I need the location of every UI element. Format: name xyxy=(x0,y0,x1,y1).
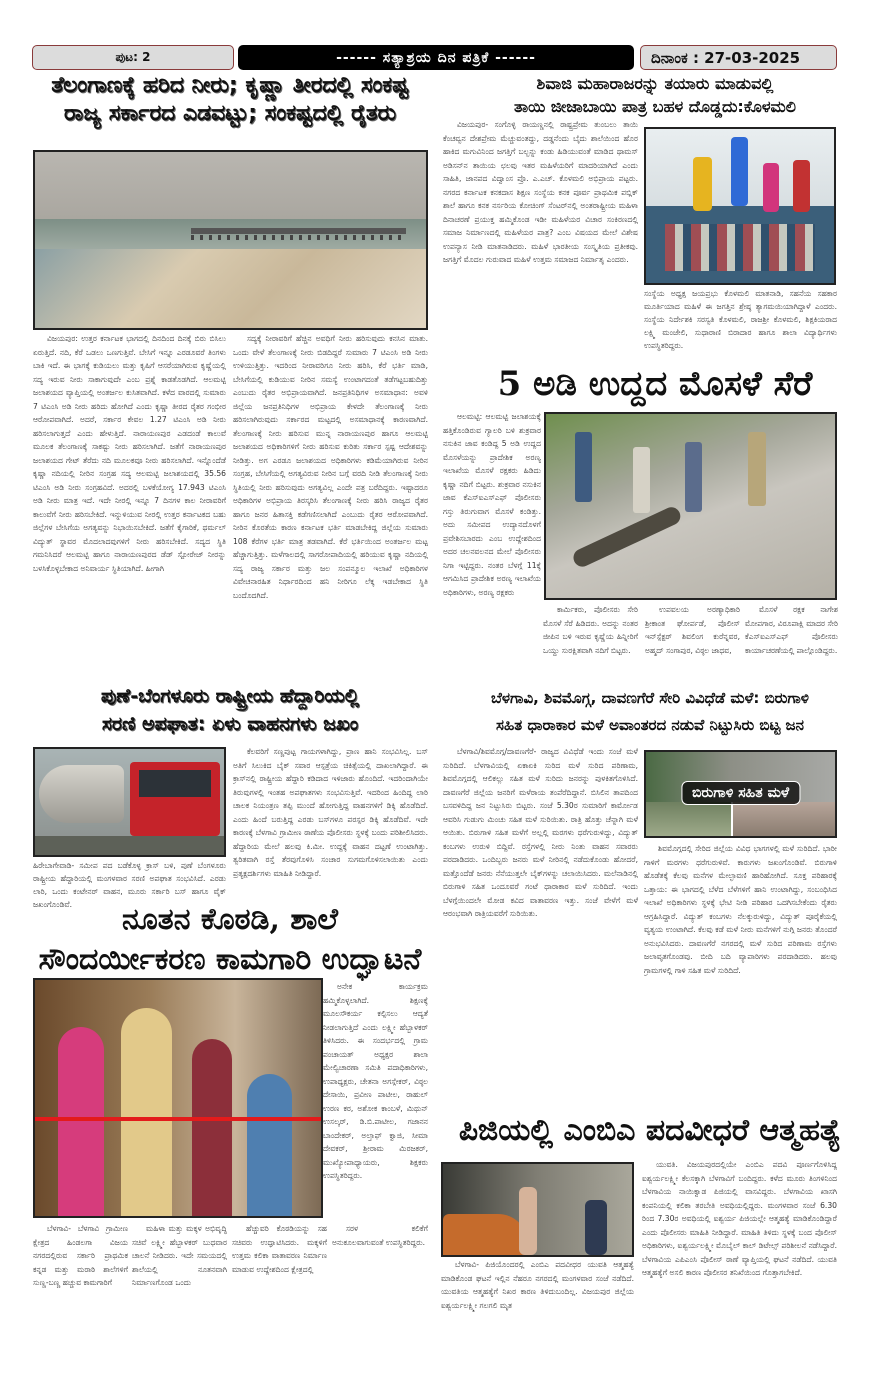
river-photo xyxy=(33,150,428,330)
classroom-body-col2: ಮಹಿಳಾ ಮತ್ತು ಮಕ್ಕಳ ಅಭಿವೃದ್ಧಿ ಸಚಿವೆ ಲಕ್ಷ್ಮೀ ಹೆಬ್ಬಾಳಕರ್ ಬುಧವಾರ ಚಾಲನೆ ನೀಡಿದರು. ಇದೇ ಸಮಯದಲ್ಲಿ ಶಾಲೆಯಲ್ಲಿ ನೂತನವಾಗಿ ನಿರ್ಮಾಣಗೊಂಡ ಒಂದು xyxy=(132,1224,227,1287)
classroom-body-col4: ಸರಳ ಕಲಿಕೆಗೆ ಅನುಕೂಲವಾಗುವಂತೆ ಉಪಸ್ಥಿತರಿದ್ದರು. xyxy=(332,1224,428,1247)
rain-body: ಬೆಳಗಾವಿ/ಶಿವಮೊಗ್ಗ/ದಾವಣಗೆರೆ- ರಾಜ್ಯದ ವಿವಿಧೆಡೆ ಇಂದು ಸಂಜೆ ಮಳೆ ಸುರಿದಿದೆ. ಬೆಳಗಾವಿಯಲ್ಲಿ ಏಕಾಏಕಿ ಸುರಿದ ಮಳೆ ಸುರಿದ ಪರಿಣಾಮ, ಶಿವಮೊಗ್ಗದಲ್ಲಿ ಆಲಿಕಲ್ಲು ಸಹಿತ ಮಳೆ ಸುರಿದು ಜನರನ್ನು ಪುಳಕಿತಗೊಳಿಸಿದೆ. ದಾವಣಗೆರೆ ಜಿಲ್ಲೆಯ ಜನರಿಗೆ ಮಳೆರಾಯ ತಂಪೆರೆದಿದ್ದಾನೆ. ಬಿಸಿಲಿನ ತಾಪದಿಂದ ಬಸವಳಿದಿದ್ದ ಜನ ನಿಟ್ಟುಸಿರು ಬಿಟ್ಟರು. ಸಂಜೆ 5.30ರ ಸುಮಾರಿಗೆ ಕಾರ್ಮೋಡ ಆವರಿಸಿ ಗುಡುಗು ಮಿಂಚು ಸಹಿತ ಮಳೆ ಸುರಿಯಿತು. ರಾತ್ರಿ ಹೊತ್ತು ಚೆನ್ನಾಗಿ ಮಳೆ ಆಯಿತು. ಬಿರುಗಾಳಿ ಸಹಿತ ಮಳೆಗೆ ಅಲ್ಲಲ್ಲಿ ಮರಗಳು ಧರೆಗುರುಳಿದ್ದು, ವಿದ್ಯುತ್ ಕಂಬಗಳು ಉರುಳಿ ಬಿದ್ದಿವೆ. ರಸ್ತೆಗಳಲ್ಲಿ ನೀರು ನಿಂತು ವಾಹನ ಸವಾರರು ಪರದಾಡಿದರು. ಒಂದಿಬ್ಬರು ಜನರು ಮಳೆ ನೀರಿನಲ್ಲಿ ನಡೆದುಕೊಂಡು ಹೋದರೆ, ಮತ್ತೊಂದೆಡೆ ಜನರು ನೆನೆಯುತ್ತಲೇ ಬೈಕ್‌ಗಳನ್ನು ಚಲಾಯಿಸಿದರು. ಮಲೆನಾಡಿನಲ್ಲಿ ಬಿರುಗಾಳಿ ಸಹಿತ ಒಂದೂವರೆ ಗಂಟೆ ಧಾರಾಕಾರ ಮಳೆ ಸುರಿದಿದೆ. ಇಂದು ಬೆಳಗ್ಗೆಯಿಂದಲೇ ಮೋಡ ಕವಿದ ವಾತಾವರಣ ಇತ್ತು. ಸಂಜೆ ವೇಳೆಗೆ ಮಳೆ ಆರಂಭವಾಗಿ ರಾತ್ರಿಯವರೆಗೆ ಸುರಿಯಿತು. xyxy=(443,747,638,918)
shivaji-headline xyxy=(440,72,870,118)
shivaji-headline-line2: ತಾಯಿ ಜೀಜಾಬಾಯಿ ಪಾತ್ರ ಬಹಳ ದೊಡ್ಡದು:ಕೊಳಮಲಿ xyxy=(514,97,796,116)
crocodile-photo xyxy=(544,412,837,600)
telangana-body-col1: ವಿಜಯಪುರ: ಉತ್ತರ ಕರ್ನಾಟಕ ಭಾಗದಲ್ಲಿ ದಿನದಿಂದ ದಿನಕ್ಕೆ ಬಿರು ಬಿಸಿಲು ಏರುತ್ತಿದೆ. ನದಿ, ಕೆರೆ ಒಡಲು ಒಣಗುತ್ತಿವೆ. ಬೇಸಿಗೆ ಇನ್ನೂ ಎರಡೂವರೆ ತಿಂಗಳು ಬಾಕಿ ಇದೆ. ಈ ಭಾಗಕ್ಕೆ ಕುಡಿಯಲು ಮತ್ತು ಕೃಷಿಗೆ ಆಸರೆಯಾಗಿರುವ ಕೃಷ್ಣೆಯಲ್ಲಿ ಸದ್ಯ ಇರುವ ನೀರು ಸಾಕಾಗುವುದೇ ಎಂಬ ಪ್ರಶ್ನೆ ಕಾಡತೊಡಗಿದೆ. ಆಲಮಟ್ಟಿ ಜಲಾಶಯದ ವ್ಯಾಪ್ತಿಯಲ್ಲಿ ಅಂತರ್ಜಲ ಕುಸಿತವಾಗಿದೆ. ಕಳೆದ ವಾರದಲ್ಲಿ ಸುಮಾರು 7 ಟಿಎಂಸಿ ಅಡಿ ನೀರು ಹರಿದು ಹೋಗಿದೆ ಎಂದು ಕೃಷ್ಣಾ ತೀರದ ರೈತರ ಗಂಭೀರ ಆರೋಪವಾಗಿದೆ. ಅದರೆ, ಸರ್ಕಾರ ಕೇವಲ 1.27 ಟಿಎಂಸಿ ಅಡಿ ನೀರು ಹರಿಸಲಾಗುತ್ತದೆ ಎಂದು ಹೇಳುತ್ತಿದೆ. ನಾರಾಯಣಪುರ ಎಡದಂಡೆ ಕಾಲುವೆ ಮೂಲಕ ತೆಲಂಗಾಣಕ್ಕೆ ಸಾಕಷ್ಟು ನೀರು ಹರಿಸಲಾಗಿದೆ. ಜತೆಗೆ ನಾರಾಯಣಪುರ ಜಲಾಶಯದ ಗೇಟ್ ತೆರೆದು ನದಿ ಮೂಲಕವೂ ನೀರು ಹರಿಸಲಾಗಿದೆ. ಇನ್ನೊಂದೆಡೆ ಕೃಷ್ಣಾ ನದಿಯಲ್ಲಿ ನೀರಿನ ಸಂಗ್ರಹ ಸದ್ಯ ಆಲಮಟ್ಟಿ ಜಲಾಶಯದಲ್ಲಿ 35.56 ಟಿಎಂಸಿ ಅಡಿ ನೀರು ಸಂಗ್ರಹವಿದೆ. ಅದರಲ್ಲಿ ಬಳಕೆಯೋಗ್ಯ 17.943 ಟಿಎಂಸಿ ಅಡಿ ನೀರು ಮಾತ್ರ ಇದೆ. ಇದೇ ನೀರಲ್ಲಿ ಇನ್ನೂ 7 ದಿನಗಳ ಕಾಲ ನೀರಾವರಿಗೆ ಕಾಲುವೆಗೆ ನೀರು ಹರಿಸಬೇಕಿದೆ. ಇನ್ನುಳಿಯುವ ನೀರಲ್ಲಿ ಉತ್ತರ ಕರ್ನಾಟಕದ ಬಹು ಜಿಲ್ಲೆಗಳ ಬೇಸಿಗೆಯ ಅಗತ್ಯವನ್ನು ನಿಭಾಯಿಸಬೇಕಿದೆ. ಜತೆಗೆ ಕೈಗಾರಿಕೆ, ಥರ್ಮಲ್ ವಿದ್ಯುತ್ ಸ್ಥಾವರ ಮೊದಲಾದವುಗಳಿಗೆ ನೀರು ಹರಿಸಬೇಕಿದೆ. ಸದ್ಯದ ಸ್ಥಿತಿ ಗಮನಿಸಿದರೆ ಆಲಮಟ್ಟಿ ಹಾಗೂ ನಾರಾಯಣಪುರದ ಡೆಡ್ ಸ್ಟೋರೇಜ್ ನೀರನ್ನು ಬಳಸಿಕೊಳ್ಳಬೇಕಾದ ಅನಿವಾರ್ಯ ಸ್ಥಿತಿಯಾಗಿದೆ. ಹೀಗಾಗಿ xyxy=(33,334,226,573)
rain-photo-label: ಬಿರುಗಾಳಿ ಸಹಿತ ಮಳೆ xyxy=(681,781,800,805)
telangana-headline-line2: ರಾಜ್ಯ ಸರ್ಕಾರದ ಎಡವಟ್ಟು; ಸಂಕಷ್ಟದಲ್ಲಿ ರೈತರು xyxy=(63,100,397,126)
crocodile-headline: 5 ಅಡಿ ಉದ್ದದ ಮೊಸಳೆ ಸೆರೆ xyxy=(497,364,813,404)
classroom-side-col: ಅನೇಕ ಕಾರ್ಯಕ್ರಮ ಹಮ್ಮಿಕೊಳ್ಳಲಾಗಿದೆ. ಶಿಕ್ಷಣಕ್ಕೆ ಮೂಲಸೌಕರ್ಯ ಕಲ್ಪಿಸಲು ಆದ್ಯತೆ ನೀಡಲಾಗುತ್ತಿದೆ ಎಂದು ಲಕ್ಷ್ಮೀ ಹೆಬ್ಬಾಳಕರ್ ತಿಳಿಸಿದರು. ಈ ಸಂದರ್ಭದಲ್ಲಿ ಗ್ರಾಮ ಪಂಚಾಯತ್ ಅಧ್ಯಕ್ಷರ ಶಾಲಾ ಮೇಲ್ವಿಚಾರಣಾ ಸಮಿತಿ ಪದಾಧಿಕಾರಿಗಳು, ಉಪಾಧ್ಯಕ್ಷರು, ಚೇತನಾ ಅಗಸ್ಗೇಕರ್, ವಿಠ್ಠಲ ದೇಸಾಯಿ, ಪ್ರವೀಣ ಪಾಟೀಲ, ರಾಹುಲ್ ಉರಣ ಕರ, ಅಶೋಕ ಕಾಂಬಳೆ, ಮಿಥುನ್ ಉಸಲ್ಕರ್, ಡಿ.ಬಿ.ಪಾಟೀಲ, ಗಜಾನನ ಬಾಂದೇಕರ್, ಅಲ್ತಾಫ್ ಕ್ವಾಜಿ, ಸೀಮಾ ದೇವಕರ್, ಶ್ರೀರಾಮ ಮಿರಜಕರ್, ಮುಖ್ಯೋಪಾಧ್ಯಾಯರು, ಶಿಕ್ಷಕರು ಉಪಸ್ಥಿತರಿದ್ದರು. xyxy=(323,982,428,1180)
page-number-label: ಪುಟ: 2 xyxy=(32,45,234,70)
classroom-headline-line2: ಸೌಂದರ್ಯೀಕರಣ ಕಾಮಗಾರಿ ಉದ್ಘಾಟನೆ xyxy=(38,942,422,977)
classroom-body-col1: ಬೆಳಗಾವಿ- ಬೆಳಗಾವಿ ಗ್ರಾಮೀಣ ಕ್ಷೇತ್ರದ ಹಿಂಡಲಗಾ ವಿಜಯ ನಗರದಲ್ಲಿರುವ ಸರ್ಕಾರಿ ಪ್ರಾಥಮಿಕ ಕನ್ನಡ ಮತ್ತು ಮರಾಠಿ ಶಾಲೆಗಳಿಗೆ ಸುಣ್ಣ-ಬಣ್ಣ ಹಚ್ಚುವ ಕಾಮಗಾರಿಗೆ xyxy=(33,1224,128,1287)
mba-photo xyxy=(441,1162,634,1257)
shivaji-body: ವಿಜಯಪುರ- ಸಂಗೊಳ್ಳಿ ರಾಯಣ್ಣನಲ್ಲಿ ರಾಷ್ಟ್ರಪ್ರೇಮ ತುಂಬಲು ತಾಯಿ ಕೆಂಚವ್ವನ ದೇಶಪ್ರೇಮ ಮೆಚ್ಚುವಂತದ್ದು, ದಡ್ಡನೆಂದು ಬೈದು ಶಾಲೆಯಿಂದ ಹೊರ ಹಾಕಿದ ಮಗುವಿನಿಂದ ಜಗತ್ತಿಗೆ ಬಲ್ಬನ್ನು ಕಂಡು ಹಿಡಿಯುವಂತೆ ಮಾಡಿದ ಥಾಮಸ್ ಅಡಿಸನ್‌ನ ತಾಯಿಯ ಛಲವು ಇತರ ಮಹಿಳೆಯರಿಗೆ ಮಾದರಿಯಾಗಿದೆ ಎಂದು ಸಾಹಿತಿ, ಜಾನಪದ ವಿದ್ವಾಂಸ ಪ್ರೊ. ಎ.ಎಚ್. ಕೊಳಮಲಿ ಅಭಿಪ್ರಾಯ ಪಟ್ಟರು. ನಗರದ ಕರ್ನಾಟಕ ಕನಕದಾಸ ಶಿಕ್ಷಣ ಸಂಸ್ಥೆಯ ಕನಕ ಪೂರ್ವ ಪ್ರಾಥಮಿಕ ಪಬ್ಲಿಕ್ ಶಾಲೆ ಹಾಗೂ ಕನಕ ನರ್ಸರಿಯ ಕೋಚಿಂಗ್ ಸೆಂಟರ್‌ನಲ್ಲಿ ಅಂತರಾಷ್ಟ್ರೀಯ ಮಹಿಳಾ ದಿನಾಚರಣೆ ಪ್ರಯುಕ್ತ ಹಮ್ಮಿಕೊಂಡ ಇಡೀ ಮಹಿಳೆಯರ ವಿಚಾರ ಸಂಕಿರಣದಲ್ಲಿ ಸಮಾಜ ನಿರ್ಮಾಣದಲ್ಲಿ ಮಹಿಳೆಯರ ಪಾತ್ರ? ಎಂಬ ವಿಷಯದ ಮೇಲೆ ವಿಶೇಷ ಉಪನ್ಯಾಸ ನೀಡಿ ಮಾತನಾಡಿದರು. ಮಹಿಳೆ ಭಾರತೀಯ ಸಂಸ್ಕೃತಿಯ ಪ್ರತೀಕವು. ಜಗತ್ತಿಗೆ ಮೊದಲ ಗುರುವಾದ ಮಹಿಳೆ ಉತ್ತಮ ಸಮಾಜದ ನಿರ್ಮಾತೃ ಎಂದರು. xyxy=(443,120,638,264)
accident-headline-line1: ಪುಣೆ-ಬೆಂಗಳೂರು ರಾಷ್ಟ್ರೀಯ ಹೆದ್ದಾರಿಯಲ್ಲಿ xyxy=(100,685,360,707)
rain-headline-line1: ಬೆಳಗಾವಿ, ಶಿವಮೊಗ್ಗ, ದಾವಣಗೆರೆ ಸೇರಿ ವಿವಿಧೆಡೆ ಮಳೆ: ಬಿರುಗಾಳಿ xyxy=(491,689,809,707)
mba-body-col1: ಬೆಳಗಾವಿ- ಪಿಜಿಯೊಂದರಲ್ಲಿ ಎಂಬಿಎ ಪದವೀಧರ ಯುವತಿ ಆತ್ಮಹತ್ಯೆ ಮಾಡಿಕೊಂಡ ಘಟನೆ ಇಲ್ಲಿನ ನೆಹರೂ ನಗರದಲ್ಲಿ ಮಂಗಳವಾರ ಸಂಜೆ ನಡೆದಿದೆ. ಯುವತಿಯ ಆತ್ಮಹತ್ಯೆಗೆ ನಿಖರ ಕಾರಣ ತಿಳಿದುಬಂದಿಲ್ಲ. ವಿಜಯಪುರ ಜಿಲ್ಲೆಯ ಐಶ್ವರ್ಯಲಕ್ಷ್ಮೀ ಗಲಗಲಿ ಮೃತ xyxy=(441,1260,634,1310)
crocodile-body-col2: ಕಾರ್ಮಿಕರು, ಪೊಲೀಸರು ಸೇರಿ ಮೊಸಳೆ ಸೆರೆ ಹಿಡಿದರು. ಅದನ್ನು ನಂತರ ಜೀಪಿನ ಬಳಿ ಇರುವ ಕೃಷ್ಣೆಯ ಹಿನ್ನೀರಿಗೆ ಒಯ್ದು ಸುರಕ್ಷಿತವಾಗಿ ನದಿಗೆ ಬಿಟ್ಟರು. xyxy=(543,605,638,655)
crocodile-body: ಆಲಮಟ್ಟಿ: ಆಲಮಟ್ಟಿ ಜಲಾಶಯಕ್ಕೆ ಹತ್ತಿಕೊಂಡಿರುವ ಗ್ಯಾಲರಿ ಬಳಿ ಶುಕ್ರವಾರ ನಸುಕಿನ ಜಾವ ಕಂಡಿದ್ದ 5 ಅಡಿ ಉದ್ದದ ಮೊಸಳೆಯನ್ನು ಪ್ರಾದೇಶಿಕ ಅರಣ್ಯ ಇಲಾಖೆಯ ಮೊಸಳೆ ರಕ್ಷಕರು ಹಿಡಿದು ಕೃಷ್ಣಾ ನದಿಗೆ ಬಿಟ್ಟರು. ಶುಕ್ರವಾರ ನಸುಕಿನ ಜಾವ ಕೆಎಸ್‌ಐಎಸ್‌ಎಫ್ ಪೊಲೀಸರು ಗಸ್ತು ತಿರುಗುವಾಗ ಮೊಸಳೆ ಕಂಡಿತ್ತು. ಅದು ಸಮೀಪದ ಉದ್ಯಾನದೊಳಗೆ ಪ್ರವೇಶಿಸಬಾರದು ಎಂಬ ಉದ್ದೇಶದಿಂದ ಅದರ ಚಲನವಲನದ ಮೇಲೆ ಪೊಲೀಸರು ನಿಗಾ ಇಟ್ಟಿದ್ದರು. ನಂತರ ಬೆಳಗ್ಗೆ 11ಕ್ಕೆ ಆಗಮಿಸಿದ ಪ್ರಾದೇಶಿಕ ಅರಣ್ಯ ಇಲಾಖೆಯ ಅಧಿಕಾರಿಗಳು, ಅರಣ್ಯ ರಕ್ಷಕರು xyxy=(443,412,541,597)
accident-body: ಕೆಲವರಿಗೆ ಸಣ್ಣಪುಟ್ಟ ಗಾಯಗಳಾಗಿದ್ದು, ಪ್ರಾಣ ಹಾನಿ ಸಂಭವಿಸಿಲ್ಲ. ಬಸ್ ಅತಿಗೆ ಸಿಲುಕಿದ ಬೈಕ್ ಸವಾರ ಆಸ್ಪತ್ರೆಯ ಚಿಕಿತ್ಸೆಯಲ್ಲಿ ದಾಖಲಾಗಿದ್ದಾರೆ. ಈ ಕ್ರಾಸ್‌ನಲ್ಲಿ ರಾಷ್ಟ್ರೀಯ ಹೆದ್ದಾರಿ ಕಡಿದಾದ ಇಳಿಜಾರು ಹೊಂದಿದೆ. ಇದರಿಂದಾಗಿಯೇ ತಿರುವುಗಳಲ್ಲಿ ಇಂತಹ ಅಪಘಾತಗಳು ಸಂಭವಿಸುತ್ತಿವೆ. ಇದರಿಂದ ಹಿಂದಿದ್ದ ಲಾರಿ ಚಾಲಕ ನಿಯಂತ್ರಣ ತಪ್ಪಿ ಮುಂದೆ ಹೋಗುತ್ತಿದ್ದ ವಾಹನಗಳಿಗೆ ಡಿಕ್ಕಿ ಹೊಡೆದಿದೆ. ಎಂದು ಹಿಂದೆ ಬರುತ್ತಿದ್ದ ಎರಡು ಬಸ್‌ಗಳೂ ಪರಸ್ಪರ ಡಿಕ್ಕಿ ಹೊಡೆದಿವೆ. ಇದೇ ಕಾರಣಕ್ಕೆ ಬೆಳಗಾವಿ ಗ್ರಾಮೀಣ ಠಾಣೆಯ ಪೊಲೀಸರು ಸ್ಥಳಕ್ಕೆ ಬಂದು ಪರಿಶೀಲಿಸಿದರು. ಹೆದ್ದಾರಿಯ ಮೇಲೆ ಹಲವು ಕಿ.ಮೀ. ಉದ್ದಕ್ಕೆ ವಾಹನ ದಟ್ಟಣೆ ಉಂಟಾಗಿತ್ತು. ತ್ವರಿತವಾಗಿ ರಸ್ತೆ ತೆರವುಗೊಳಿಸಿ ಸಂಚಾರ ಸುಗಮಗೊಳಿಸಲಾಯಿತು ಎಂದು ಪ್ರತ್ಯಕ್ಷದರ್ಶಿಗಳು ಮಾಹಿತಿ ನೀಡಿದ್ದಾರೆ. xyxy=(233,747,428,878)
telangana-headline-line1: ತೆಲಂಗಾಣಕ್ಕೆ ಹರಿದ ನೀರು; ಕೃಷ್ಣಾ ತೀರದಲ್ಲಿ ಸಂಕಷ್ಟ xyxy=(51,73,409,98)
classroom-body-col3: ಹೆಚ್ಚುವರಿ ಕೊಠಡಿಯನ್ನು ಸಹ ಸಚಿವರು ಉದ್ಘಾಟಿಸಿದರು. ಮಕ್ಕಳಿಗೆ ಉತ್ತಮ ಕಲಿಕಾ ವಾತಾವರಣ ನಿರ್ಮಾಣ ಮಾಡುವ ಉದ್ದೇಶದಿಂದ ಕ್ಷೇತ್ರದಲ್ಲಿ xyxy=(232,1224,327,1274)
rain-headline-line2: ಸಹಿತ ಧಾರಾಕಾರ ಮಳೆ ಅವಾಂತರದ ನಡುವೆ ನಿಟ್ಟುಸಿರು ಬಿಟ್ಟ ಜನ xyxy=(496,716,804,734)
telangana-headline xyxy=(20,72,440,127)
date-label: ದಿನಾಂಕ : 27-03-2025 xyxy=(640,45,837,70)
women-day-photo xyxy=(644,127,836,285)
classroom-headline xyxy=(20,900,440,980)
classroom-headline-line1: ನೂತನ ಕೊಠಡಿ, ಶಾಲೆ xyxy=(121,902,338,937)
mba-headline: ಪಿಜಿಯಲ್ಲಿ ಎಂಬಿಎ ಪದವೀಧರೆ ಆತ್ಮಹತ್ಯೆ xyxy=(458,1113,842,1148)
mba-body-col2: ಯುವತಿ. ವಿಜಯಪುರದಲ್ಲಿಯೇ ಎಂಬಿಎ ಪದವಿ ಪೂರ್ಣಗೊಳಿಸಿದ್ದ ಐಶ್ವರ್ಯಲಕ್ಷ್ಮೀ ಕೆಲಸಕ್ಕಾಗಿ ಬೆಳಗಾವಿಗೆ ಬಂದಿದ್ದರು. ಕಳೆದ ಮೂರು ತಿಂಗಳಿನಿಂದ ಬೆಳಗಾವಿಯ ನಾಯಿಕ್ವಾಡ ಪಿಜಿಯಲ್ಲಿ ವಾಸವಿದ್ದರು. ಬೆಳಗಾವಿಯ ಖಾಸಗಿ ಕಂಪನಿಯಲ್ಲಿ ಕಲಿಕಾ ತರಬೇತಿ ಅವಧಿಯಲ್ಲಿದ್ದರು. ಮಂಗಳವಾರ ಸಂಜೆ 6.30 ರಿಂದ 7.30ರ ಅವಧಿಯಲ್ಲಿ ಐಶ್ವರ್ಯ ಪಿಜಿಯಲ್ಲೇ ಆತ್ಮಹತ್ಯೆ ಮಾಡಿಕೊಂಡಿದ್ದಾರೆ ಎಂದು ಪೊಲೀಸರು ಮಾಹಿತಿ ನೀಡಿದ್ದಾರೆ. ಮಾಹಿತಿ ತಿಳಿದು ಸ್ಥಳಕ್ಕೆ ಬಂದ ಪೊಲೀಸ್ ಅಧಿಕಾರಿಗಳು, ಐಶ್ವರ್ಯಲಕ್ಷ್ಮೀ ಮೊಬೈಲ್ ಕಾಲ್ ಡಿಟೇಲ್ಸ್ ಪರಿಶೀಲನೆ ನಡೆಸಿದ್ದಾರೆ. ಬೆಳಗಾವಿಯ ಎಪಿಎಂಸಿ ಪೊಲೀಸ್ ಠಾಣೆ ವ್ಯಾಪ್ತಿಯಲ್ಲಿ ಘಟನೆ ನಡೆದಿದೆ. ಯುವತಿ ಆತ್ಮಹತ್ಯೆಗೆ ಅಸಲಿ ಕಾರಣ ಪೊಲೀಸರ ತನಿಖೆಯಿಂದ ಗೊತ್ತಾಗಬೇಕಿದೆ. xyxy=(642,1160,837,1277)
ribbon-cutting-photo xyxy=(33,978,323,1218)
accident-photo xyxy=(33,747,226,857)
women-day-caption: ಸಂಸ್ಥೆಯ ಅಧ್ಯಕ್ಷ ಜಯಪ್ರಭು ಕೊಳಮಲಿ ಮಾತನಾಡಿ, ಸಹನೆಯ ಸಹಕಾರ ಮೂರ್ತಿಯಾದ ಮಹಿಳೆ ಈ ಜಗತ್ತಿನ ಶ್ರೇಷ್ಠ ತ್ಯಾಗಮಯಿಯಾಗಿದ್ದಾಳೆ ಎಂದರು. ಸಂಸ್ಥೆಯ ನಿರ್ದೇಶಕಿ ಸರಸ್ವತಿ ಕೊಳಮಲಿ, ರಾಜಶ್ರೀ ಕೊಳಮಲಿ, ಶಿಕ್ಷಕಿಯರಾದ ಲಕ್ಷ್ಮಿ ಮಂಜೇಲಿ, ಸುಧಾರಾಣಿ ಬಿರಾದಾರ ಹಾಗೂ ಶಾಲಾ ವಿದ್ಯಾರ್ಥಿಗಳು ಉಪಸ್ಥಿತರಿದ್ದರು. xyxy=(644,289,837,350)
accident-caption: ಹಿರೇಬಾಗೇವಾಡಿ- ಸಮೀಪ ಪದ ಬಡೆಕೊಳ್ಳ ಕ್ರಾಸ್ ಬಳಿ, ಪುಣೆ ಬೆಂಗಳೂರು ರಾಷ್ಟ್ರೀಯ ಹೆದ್ದಾರಿಯಲ್ಲಿ ಮಂಗಳವಾರ ಸರಣಿ ಅಪಘಾತ ಸಂಭವಿಸಿದೆ. ಎರಡು ಲಾರಿ, ಒಂದು ಕಂಟೇನರ್ ವಾಹನ, ಮೂರು ಸರ್ಕಾರಿ ಬಸ್ ಹಾಗೂ ವೈಕ್ ಜಖಂಗೊಂಡಿವೆ. xyxy=(33,861,226,909)
rain-headline xyxy=(430,685,870,739)
accident-headline-line2: ಸರಣಿ ಅಪಘಾತ: ಏಳು ವಾಹನಗಳು ಜಖಂ xyxy=(101,713,359,735)
crocodile-body-col3: ಉಪವಲಯ ಅರಣ್ಯಾಧಿಕಾರಿ ಶ್ರೀಕಾಂತ ಘೋರ್ಪಡೆ, ಪೊಲೀಸ್ ಇನ್‌ಸ್ಪೆಕ್ಟರ್ ಶಿವಲಿಂಗ ಕುರೆನ್ನವರ, ಅಹ್ಮದ್ ಸಂಗಾಪುರ, ವಿಠ್ಠಲ ಜಾಧವ, xyxy=(645,605,740,655)
telangana-body-col2: ಸದ್ಯಕ್ಕೆ ನೀರಾವರಿಗೆ ಹೆಚ್ಚಿನ ಅವಧಿಗೆ ನೀರು ಹರಿಸುವುದು ಕನಸಿನ ಮಾತು. ಒಂದು ವೇಳೆ ತೆಲಂಗಾಣಕ್ಕೆ ನೀರು ಬಿಡದಿದ್ದರೆ ಸುಮಾರು 7 ಟಿಎಂಸಿ ಅಡಿ ನೀರು ಉಳಿಯುತ್ತಿತ್ತು. ಇದರಿಂದ ನೀರಾವರಿಗೂ ನೀರು ಹರಿಸಿ, ಕೆರೆ ಭರ್ತಿ ಮಾಡಿ, ಬೇಸಿಗೆಯಲ್ಲಿ ಕುಡಿಯುವ ನೀರಿನ ಸಮಸ್ಯೆ ಉಂಟಾಗದಂತೆ ತಡೆಗಟ್ಟಬಹುದಿತ್ತು ಎಂಬುದು ರೈತರ ಅಭಿಪ್ರಾಯವಾಗಿದೆ. ಜನಪ್ರತಿನಿಧಿಗಳ ಅಸಮಾಧಾನ: ಅವಳಿ ಜಿಲ್ಲೆಯ ಜನಪ್ರತಿನಿಧಿಗಳ ಅಭಿಪ್ರಾಯ ಕೇಳದೇ ತೆಲಂಗಾಣಕ್ಕೆ ನೀರು ಹರಿಸಲಾಗಿರುವುದು ಸರ್ಕಾರದ ಮಟ್ಟದಲ್ಲಿ ಅಸಮಾಧಾನಕ್ಕೆ ಕಾರಣವಾಗಿದೆ. ತೆಲಂಗಾಣಕ್ಕೆ ನೀರು ಹರಿಸುವ ಮುನ್ನ ನಾರಾಯಣಪುರ ಹಾಗೂ ಆಲಮಟ್ಟಿ ಜಲಾಶಯದ ಅಧಿಕಾರಿಗಳಿಗೆ ನೀರು ಹರಿಸುವ ಕುರಿತು ಸರ್ಕಾರ ಸ್ಪಷ್ಟ ಆದೇಶವನ್ನು ನೀಡಿತ್ತು. ಅಗ ಎರಡೂ ಜಲಾಶಯದ ಅಧಿಕಾರಿಗಳು ಕಡಿಮೆಯಾಗಿರುವ ನೀರಿನ ಸಂಗ್ರಹ, ಬೇಸಿಗೆಯಲ್ಲಿ ಅಗತ್ಯವಿರುವ ನೀರಿನ ಬಗ್ಗೆ ವರದಿ ನೀಡಿ ತೆಲಂಗಾಣಕ್ಕೆ ನೀರು ಸ್ಥಿತಿಯಲ್ಲಿ ನೀರು ಹರಿಸುವುದು ಅಗತ್ಯವಿಲ್ಲ ಎಂದೇ ಪತ್ರ ಬರೆದಿದ್ದರು. ಇಷ್ಟಾದರೂ ಅಧಿಕಾರಿಗಳ ಅಭಿಪ್ರಾಯ ತಿರಸ್ಕರಿಸಿ ತೆಲಂಗಾಣಕ್ಕೆ ನೀರು ಹರಿಸಿ ರಾಜ್ಯದ ರೈತರ ಹಾಗೂ ಜನರ ಹಿತಾಸಕ್ತಿ ಕಡೆಗಣಿಸಲಾಗಿದೆ ಎಂಬುದು ರೈತರ ಆರೋಪವಾಗಿದೆ. ನೀರಿನ ಕೊರತೆಯ ಕಾರಣ ಕರ್ನಾಟಕ ಭರ್ತಿ ಮಾಡಬೇಕಿದ್ದ ಜಿಲ್ಲೆಯ ಸುಮಾರು 108 ಕೆರೆಗಳ ಭರ್ತಿ ಮಾತ್ರ ತಡವಾಗಿದೆ. ಕೆರೆ ಭರ್ತಿಯಿಂದ ಅಂತರ್ಜಲ ಮಟ್ಟ ಹೆಚ್ಚಾಗುತ್ತಿತ್ತು. ಮಳೆಗಾಲದಲ್ಲಿ ಸಾಗರೋಪಾದಿಯಲ್ಲಿ ಹರಿಯುವ ಕೃಷ್ಣಾ ನದಿಯಲ್ಲಿ ಸದ್ಯ ರಾಜ್ಯ ಸರ್ಕಾರ ಮತ್ತು ಜಲ ಸಂಪನ್ಮೂಲ ಇಲಾಖೆ ಅಧಿಕಾರಿಗಳ ವಿವೇಚನಾರಹಿತ ನಿರ್ಧಾರದಿಂದ ಹನಿ ನೀರಿಗೂ ಲೆಕ್ಕ ಇಡಬೇಕಾದ ಸ್ಥಿತಿ ಬಂದೊದಗಿದೆ. xyxy=(233,334,428,600)
newspaper-name: ------ ಸತ್ಯಾಶ್ರಯ ದಿನ ಪತ್ರಿಕೆ ------ xyxy=(238,45,634,70)
shivaji-headline-line1: ಶಿವಾಜಿ ಮಹಾರಾಜರನ್ನು ತಯಾರು ಮಾಡುವಲ್ಲಿ xyxy=(536,74,774,93)
rain-body-col2: ಶಿವಮೊಗ್ಗದಲ್ಲಿ ಸೇರಿದ ಜಿಲ್ಲೆಯ ವಿವಿಧ ಭಾಗಗಳಲ್ಲಿ ಮಳೆ ಸುರಿದಿದೆ. ಭಾರೀ ಗಾಳಿಗೆ ಮರಗಳು ಧರೆಗುರುಳಿವೆ. ಕಾರುಗಳು ಜಖಂಗೊಂಡಿವೆ. ಬಿರುಗಾಳಿ ಹೊಡೆತಕ್ಕೆ ಕೆಲವು ಮನೆಗಳ ಮೇಲ್ಛಾವಣಿ ಹಾರಿಹೋಗಿದೆ. ಸೂಕ್ತ ಪರಿಹಾರಕ್ಕೆ ಒತ್ತಾಯ: ಈ ಭಾಗದಲ್ಲಿ ಬೆಳೆದ ಬೆಳೆಗಳಿಗೆ ಹಾನಿ ಉಂಟಾಗಿದ್ದು, ಸಂಬಂಧಿಸಿದ ಇಲಾಖೆ ಅಧಿಕಾರಿಗಳು ಸ್ಥಳಕ್ಕೆ ಭೇಟಿ ನೀಡಿ ಪರಿಹಾರ ಒದಗಿಸಬೇಕೆಂದು ರೈತರು ಆಗ್ರಹಿಸಿದ್ದಾರೆ. ವಿದ್ಯುತ್ ಕಂಬಗಳು ನೆಲಕ್ಕುರುಳಿದ್ದು, ವಿದ್ಯುತ್ ಪೂರೈಕೆಯಲ್ಲಿ ವ್ಯತ್ಯಯ ಉಂಟಾಗಿದೆ. ಕೆಲವು ಕಡೆ ಮಳೆ ನೀರು ಮನೆಗಳಿಗೆ ನುಗ್ಗಿ ಜನರು ತೊಂದರೆ ಅನುಭವಿಸಿದರು. ದಾವಣಗೆರೆ ನಗರದಲ್ಲಿ ಮಳೆ ಸುರಿದ ಪರಿಣಾಮ ರಸ್ತೆಗಳು ಜಲಾವೃತಗೊಂಡವು. ಬೀದಿ ಬದಿ ವ್ಯಾಪಾರಿಗಳು ಪರದಾಡಿದರು. ಹಲವು ಗ್ರಾಮಗಳಲ್ಲಿ ಗಾಳಿ ಸಹಿತ ಮಳೆ ಸುರಿದಿದೆ. xyxy=(644,844,837,975)
crocodile-body-col4: ಮೊಸಳೆ ರಕ್ಷಕ ನಾಗೇಶ ಮೋಪಗಾರ, ವಿರೂಪಾಕ್ಷಿ ಮಾದರ ಸೇರಿ ಕೆಎಸ್‌ಐಎಸ್‌ಎಫ್ ಪೊಲೀಸರು ಕಾರ್ಯಾಚರಣೆಯಲ್ಲಿ ಪಾಲ್ಗೊಂಡಿದ್ದರು. xyxy=(745,605,838,655)
rain-photo xyxy=(644,750,837,838)
accident-headline xyxy=(20,682,440,738)
